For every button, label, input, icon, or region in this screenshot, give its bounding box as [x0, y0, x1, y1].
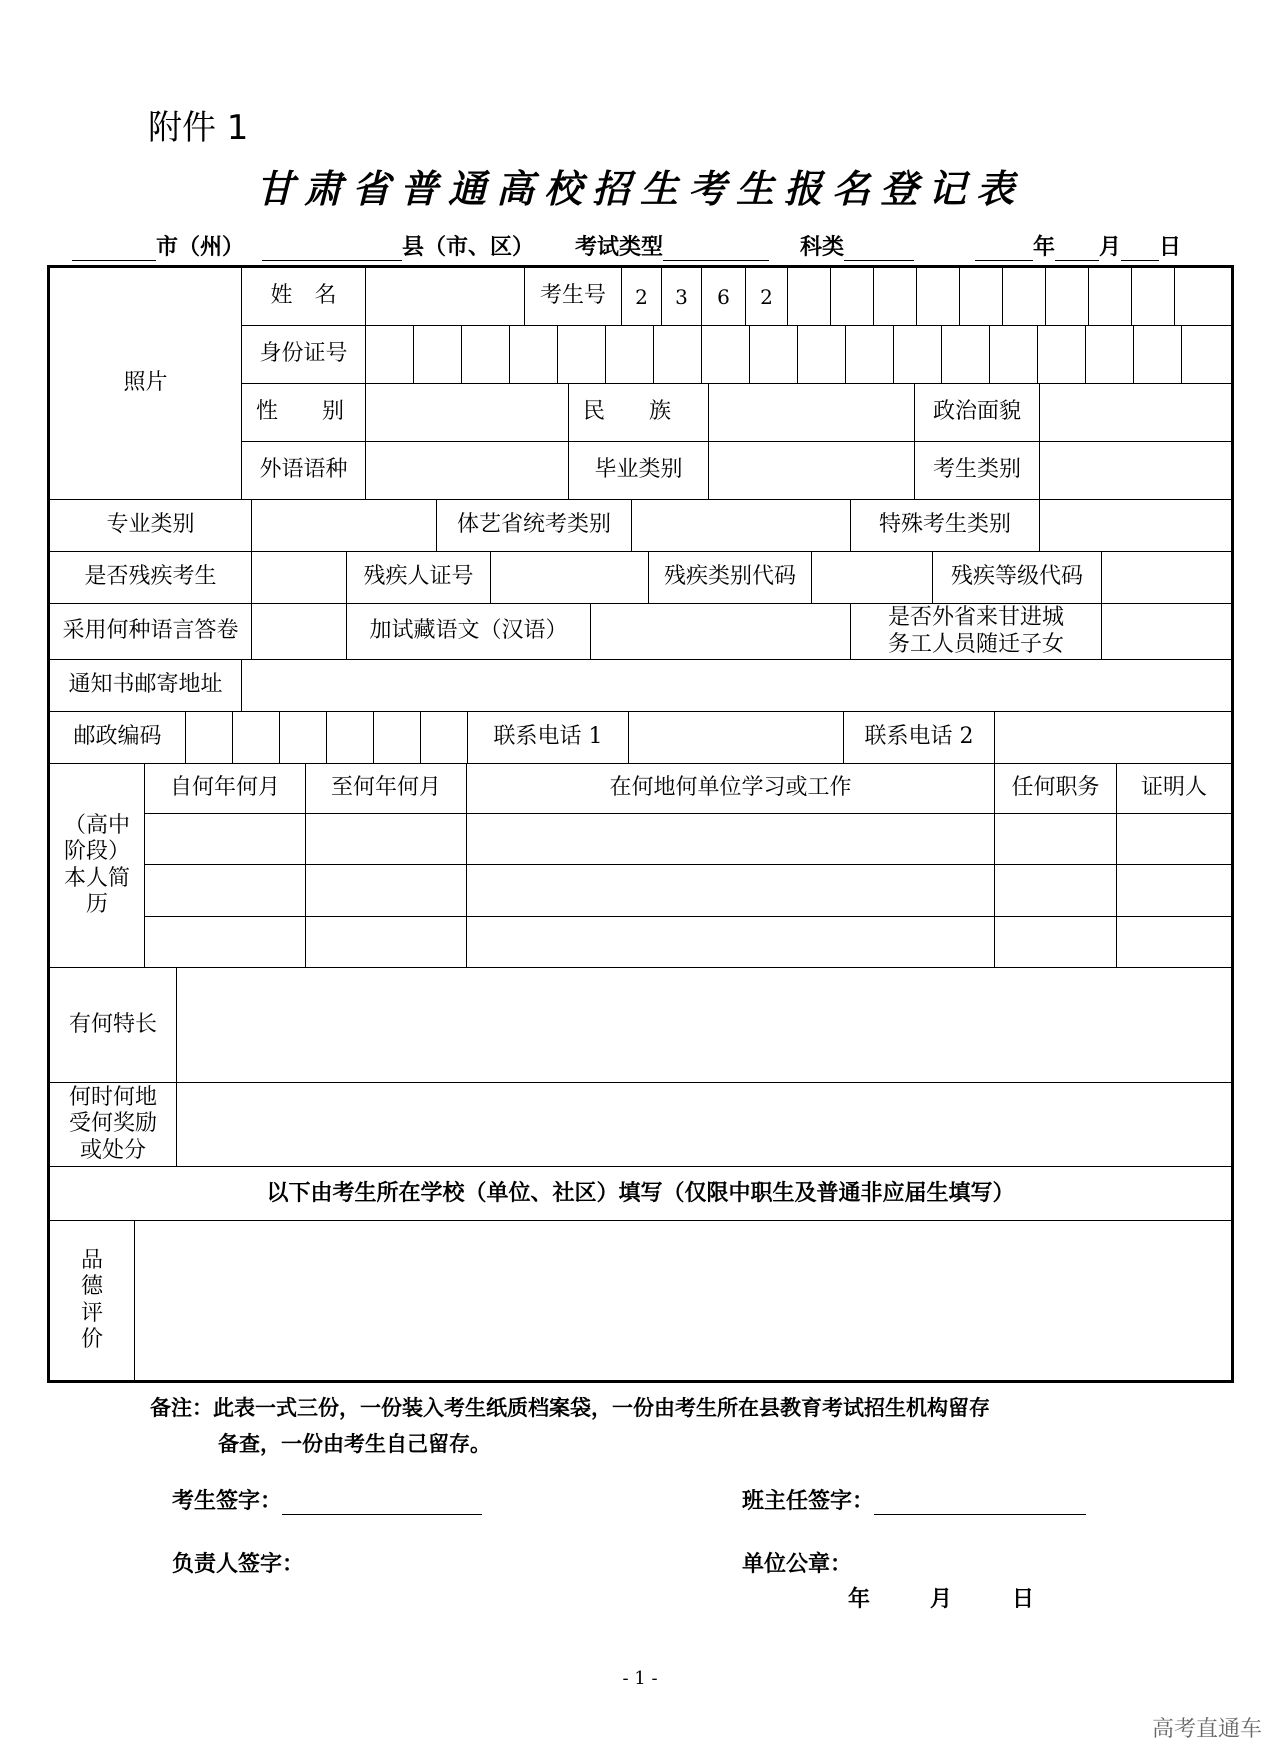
exam-no-digit: 2: [622, 268, 662, 326]
resume-cell[interactable]: [1117, 865, 1231, 917]
phone2-label: 联系电话 2: [844, 712, 995, 764]
tibetan-label: 加试藏语文（汉语）: [347, 604, 591, 660]
awards-input[interactable]: [177, 1083, 1231, 1167]
major-type-input[interactable]: [252, 500, 437, 552]
resume-label: （高中阶段）本人简历: [50, 764, 145, 968]
id-card-label: 身份证号: [242, 326, 366, 384]
exam-no-box[interactable]: [831, 268, 874, 326]
header-exam-type: 考试类型: [575, 230, 769, 261]
foreign-lang-input[interactable]: [366, 442, 569, 500]
photo-cell: 照片: [50, 268, 242, 500]
witness-header: 证明人: [1117, 764, 1231, 814]
gender-input[interactable]: [366, 384, 569, 442]
answer-lang-label: 采用何种语言答卷: [50, 604, 252, 660]
postcode-box[interactable]: [186, 712, 233, 764]
disability-code-label: 残疾类别代码: [649, 552, 812, 604]
resume-cell[interactable]: [467, 814, 995, 865]
from-header: 自何年何月: [145, 764, 306, 814]
resume-cell[interactable]: [995, 865, 1117, 917]
phone1-label: 联系电话 1: [468, 712, 629, 764]
migrant-input[interactable]: [1102, 604, 1231, 660]
resume-cell[interactable]: [467, 917, 995, 968]
resume-cell[interactable]: [1117, 917, 1231, 968]
exam-no-box[interactable]: [917, 268, 960, 326]
exam-no-box[interactable]: [1089, 268, 1132, 326]
registration-form-table: [47, 265, 1234, 1383]
id-box[interactable]: [558, 326, 606, 384]
name-label: 姓 名: [242, 268, 366, 326]
specialty-input[interactable]: [177, 968, 1231, 1083]
specialty-label: 有何特长: [50, 968, 177, 1083]
where-header: 在何地何单位学习或工作: [467, 764, 995, 814]
watermark: 高考直通车: [1151, 1717, 1262, 1742]
exam-no-box[interactable]: [1003, 268, 1046, 326]
notes-line2: 备查，一份由考生自己留存。: [218, 1431, 491, 1456]
unit-seal: 单位公章：: [742, 1551, 853, 1577]
ethnicity-input[interactable]: [709, 384, 915, 442]
disability-level-input[interactable]: [1102, 552, 1231, 604]
id-box[interactable]: [414, 326, 462, 384]
resume-cell[interactable]: [1117, 814, 1231, 865]
disability-level-label: 残疾等级代码: [933, 552, 1102, 604]
id-box[interactable]: [510, 326, 558, 384]
page-title: 甘肃省普通高校招生考生报名登记表: [255, 166, 1024, 211]
disabled-cert-input[interactable]: [491, 552, 649, 604]
school-fill-heading: 以下由考生所在学校（单位、社区）填写（仅限中职生及普通非应届生填写）: [50, 1167, 1231, 1221]
resume-cell[interactable]: [467, 865, 995, 917]
header-subject: 科类: [800, 230, 914, 261]
tibetan-input[interactable]: [591, 604, 851, 660]
header-date: 年 月 日: [975, 230, 1181, 261]
mail-address-input[interactable]: [242, 660, 1231, 712]
special-type-label: 特殊考生类别: [851, 500, 1040, 552]
exam-no-digit: 6: [702, 268, 746, 326]
phone2-input[interactable]: [995, 712, 1231, 764]
moral-label: 品德评价: [50, 1221, 135, 1380]
notes-line1: 备注：此表一式三份，一份装入考生纸质档案袋，一份由考生所在县教育考试招生机构留存: [150, 1395, 990, 1420]
postcode-box[interactable]: [421, 712, 468, 764]
id-box[interactable]: [798, 326, 846, 384]
notes: [150, 1390, 990, 1462]
id-box[interactable]: [1038, 326, 1086, 384]
id-box[interactable]: [462, 326, 510, 384]
exam-no-box[interactable]: [874, 268, 917, 326]
postcode-box[interactable]: [233, 712, 280, 764]
disabled-label: 是否残疾考生: [50, 552, 252, 604]
moral-input[interactable]: [135, 1221, 1231, 1380]
candidate-type-label: 考生类别: [915, 442, 1040, 500]
id-box[interactable]: [366, 326, 414, 384]
postcode-box[interactable]: [327, 712, 374, 764]
disability-code-input[interactable]: [812, 552, 933, 604]
grad-type-input[interactable]: [709, 442, 915, 500]
exam-no-box[interactable]: [1175, 268, 1231, 326]
resume-cell[interactable]: [306, 865, 467, 917]
id-box[interactable]: [894, 326, 942, 384]
id-box[interactable]: [1182, 326, 1231, 384]
awards-label: 何时何地受何奖励或处分: [50, 1083, 177, 1167]
disabled-input[interactable]: [252, 552, 347, 604]
exam-no-digit: 2: [746, 268, 788, 326]
migrant-label: [851, 604, 1102, 660]
postcode-box[interactable]: [280, 712, 327, 764]
postcode-box[interactable]: [374, 712, 421, 764]
postcode-label: 邮政编码: [50, 712, 186, 764]
to-header: 至何年何月: [306, 764, 467, 814]
resume-cell[interactable]: [145, 917, 306, 968]
art-sport-label: 体艺省统考类别: [437, 500, 632, 552]
resume-cell[interactable]: [145, 865, 306, 917]
id-box[interactable]: [606, 326, 654, 384]
attachment-label: 附件 1: [148, 108, 249, 148]
art-sport-input[interactable]: [632, 500, 851, 552]
header-city: 市（州）: [72, 230, 244, 261]
gender-label: 性 别: [242, 384, 366, 442]
mail-address-label: 通知书邮寄地址: [50, 660, 242, 712]
major-type-label: 专业类别: [50, 500, 252, 552]
id-box[interactable]: [942, 326, 990, 384]
phone1-input[interactable]: [629, 712, 844, 764]
id-box[interactable]: [990, 326, 1038, 384]
exam-no-box[interactable]: [788, 268, 831, 326]
resume-cell[interactable]: [145, 814, 306, 865]
id-box[interactable]: [654, 326, 702, 384]
answer-lang-input[interactable]: [252, 604, 347, 660]
special-type-input[interactable]: [1040, 500, 1231, 552]
student-signature: 考生签字：: [172, 1484, 482, 1515]
exam-no-box[interactable]: [1046, 268, 1089, 326]
id-box[interactable]: [702, 326, 750, 384]
exam-no-label: 考生号: [525, 268, 622, 326]
position-header: 任何职务: [995, 764, 1117, 814]
page-number: - 1 -: [622, 1668, 658, 1689]
name-input[interactable]: [366, 268, 525, 326]
exam-no-box[interactable]: [960, 268, 1003, 326]
political-label: 政治面貌: [915, 384, 1040, 442]
id-box[interactable]: [1086, 326, 1134, 384]
teacher-signature: 班主任签字：: [742, 1484, 1086, 1515]
migrant-label-line2: 务工人员随迁子女: [887, 631, 1064, 657]
disabled-cert-label: 残疾人证号: [347, 552, 491, 604]
leader-signature: 负责人签字：: [172, 1551, 305, 1577]
id-box[interactable]: [750, 326, 798, 384]
foreign-lang-label: 外语语种: [242, 442, 366, 500]
candidate-type-input[interactable]: [1040, 442, 1231, 500]
political-input[interactable]: [1040, 384, 1231, 442]
exam-no-box[interactable]: [1132, 268, 1175, 326]
signature-date: 年 月 日: [848, 1586, 1035, 1612]
ethnicity-label: 民 族: [569, 384, 709, 442]
resume-cell[interactable]: [306, 917, 467, 968]
migrant-label-line1: 是否外省来甘进城: [887, 605, 1064, 631]
id-box[interactable]: [846, 326, 894, 384]
exam-no-digit: 3: [662, 268, 702, 326]
grad-type-label: 毕业类别: [569, 442, 709, 500]
resume-cell[interactable]: [306, 814, 467, 865]
id-box[interactable]: [1134, 326, 1182, 384]
header-county: 县（市、区）: [262, 230, 534, 261]
resume-cell[interactable]: [995, 814, 1117, 865]
resume-cell[interactable]: [995, 917, 1117, 968]
